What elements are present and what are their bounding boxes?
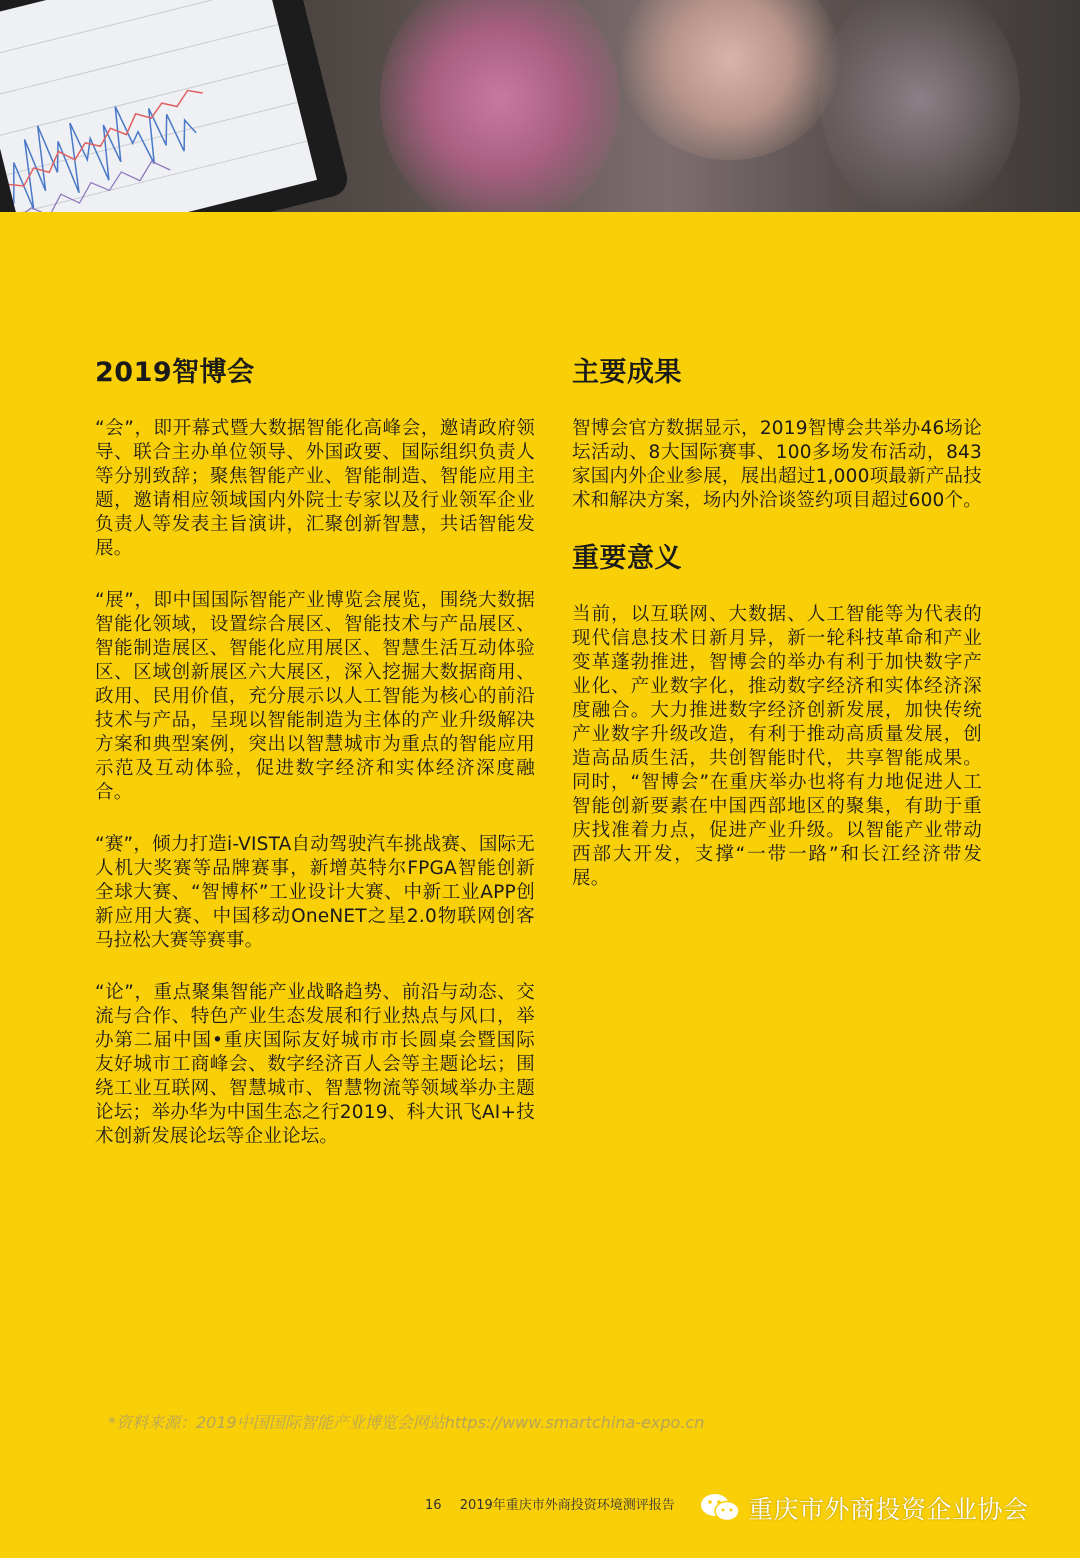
section-title-results: 主要成果 xyxy=(572,357,682,388)
org-name: 重庆市外商投资企业协会 xyxy=(748,1495,1029,1524)
section-title-expo: 2019智博会 xyxy=(95,357,255,388)
paragraph-competition: “赛”，倾力打造i-VISTA自动驾驶汽车挑战赛、国际无人机大奖赛等品牌赛事，新增英特尔FPGA智能创新全球大赛、“智博杯”工业设计大赛、中新工业APP创新应用大赛、中国移动OneNET之星2.0物联网创客马拉松大赛等赛事。 xyxy=(95,834,535,951)
section-title-significance: 重要意义 xyxy=(572,543,682,574)
source-note: *资料来源：2019中国国际智能产业博览会网站https://www.smartchina-expo.cn xyxy=(108,1413,705,1432)
photo-blur-shape xyxy=(380,0,620,212)
paragraph-results: 智博会官方数据显示，2019智博会共举办46场论坛活动、8大国际赛事、100多场发布活动，843家国内外企业参展，展出超过1,000项最新产品技术和解决方案，场内外洽谈签约项目超过600个。 xyxy=(572,418,982,511)
paragraph-significance: 当前，以互联网、大数据、人工智能等为代表的现代信息技术日新月异，新一轮科技革命和产业变革蓬勃推进，智博会的举办有利于加快数字产业化、产业数字化，推动数字经济和实体经济深度融合。大力推进数字经济创新发展，加快传统产业数字升级改造，有利于推动高质量发展，创造高品质生活，共创智能时代，共享智能成果。同时，“智博会”在重庆举办也将有力地促进人工智能创新要素在中国西部地区的聚集，有助于重庆找准着力点，促进产业升级。以智能产业带动西部大开发，支撑“一带一路”和长江经济带发展。 xyxy=(572,604,982,889)
tablet-illustration xyxy=(0,0,351,212)
page-footer xyxy=(425,1494,675,1513)
right-column xyxy=(572,355,982,919)
photo-blur-shape xyxy=(620,0,840,160)
wechat-icon xyxy=(700,1492,740,1524)
tablet-screen xyxy=(0,0,317,212)
left-column xyxy=(95,355,535,1177)
paragraph-exhibition: “展”，即中国国际智能产业博览会展览，围绕大数据智能化领域，设置综合展区、智能技术与产品展区、智能制造展区、智能化应用展区、智慧生活互动体验区、区域创新展区六大展区，深入挖掘大数据商用、政用、民用价值，充分展示以人工智能为核心的前沿技术与产品，呈现以智能制造为主体的产业升级解决方案和典型案例，突出以智慧城市为重点的智能应用示范及互动体验，促进数字经济和实体经济深度融合。 xyxy=(95,590,535,803)
paragraph-conference: “会”，即开幕式暨大数据智能化高峰会，邀请政府领导、联合主办单位领导、外国政要、国际组织负责人等分别致辞；聚焦智能产业、智能制造、智能应用主题，邀请相应领域国内外院士专家以及行业领军企业负责人等发表主旨演讲，汇聚创新智慧，共话智能发展。 xyxy=(95,418,535,559)
stock-chart-graphic xyxy=(0,0,317,212)
report-title: 2019年重庆市外商投资环境测评报告 xyxy=(459,1498,675,1513)
org-watermark xyxy=(700,1488,1029,1528)
photo-blur-shape xyxy=(820,0,1020,212)
page-number: 16 xyxy=(425,1498,442,1513)
paragraph-forum: “论”，重点聚集智能产业战略趋势、前沿与动态、交流与合作、特色产业生态发展和行业热点与风口，举办第二届中国•重庆国际友好城市市长圆桌会暨国际友好城市工商峰会、数字经济百人会等主题论坛；围绕工业互联网、智慧城市、智慧物流等领域举办主题论坛；举办华为中国生态之行2019、科大讯飞AI+技术创新发展论坛等企业论坛。 xyxy=(95,982,535,1147)
header-photo xyxy=(0,0,1080,212)
